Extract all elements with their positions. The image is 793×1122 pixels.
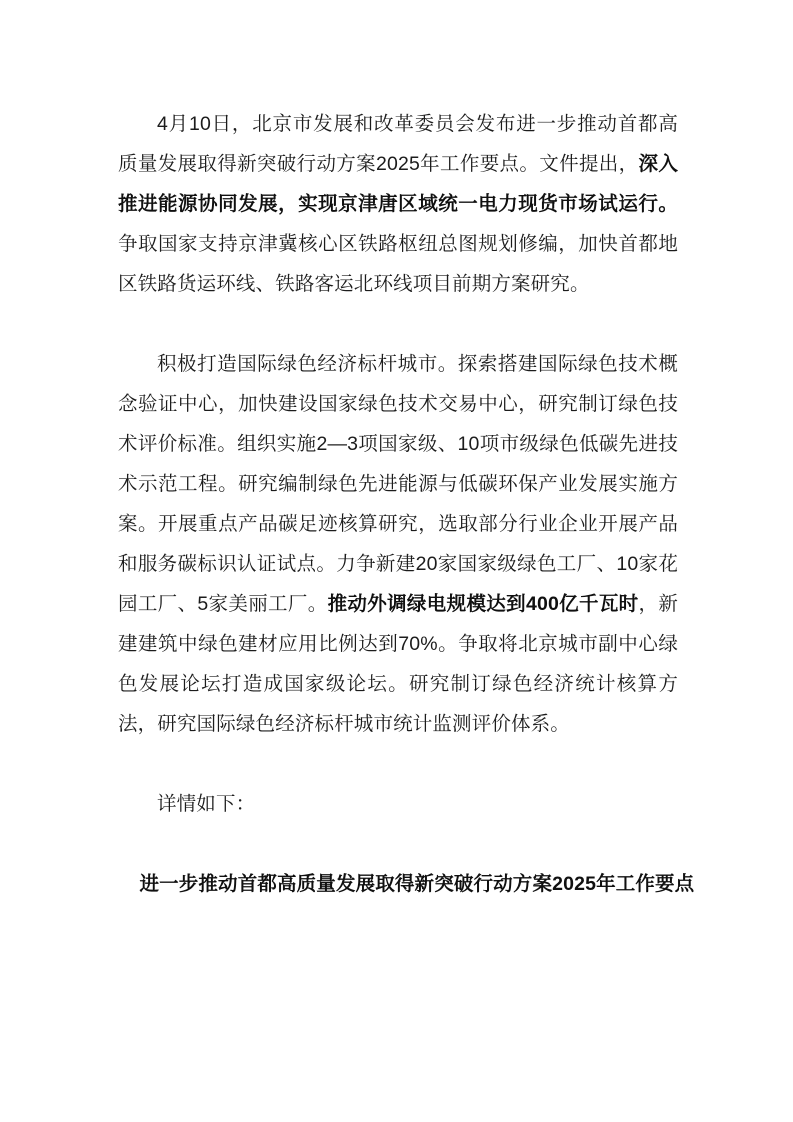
- paragraph-1-run-3: 争取国家支持京津冀核心区铁路枢纽总图规划修编，加快首都地区铁路货运环线、铁路客运北环线项目前期方案研究。: [118, 233, 678, 295]
- lead-in-text: 详情如下：: [157, 793, 256, 815]
- paragraph-2-run-3: ，新建建筑中绿色建材应用比例达到70%。争取将北京城市副中心绿色发展论坛打造成国家级论坛。研究制订绿色经济统计核算方法，研究国际绿色经济标杆城市统计监测评价体系。: [118, 593, 678, 735]
- paragraph-2-run-1: 积极打造国际绿色经济标杆城市。探索搭建国际绿色技术概念验证中心，加快建设国家绿色技术交易中心，研究制订绿色技术评价标准。组织实施2—3项国家级、10项市级绿色低碳先进技术示范工程。研究编制绿色先进能源与低碳环保产业发展实施方案。开展重点产品碳足迹核算研究，选取部分行业企业开展产品和服务碳标识认证试点。力争新建20家国家级绿色工厂、10家花园工厂、5家美丽工厂。: [118, 353, 678, 615]
- paragraph-1-run-1: 4月10日，北京市发展和改革委员会发布进一步推动首都高质量发展取得新突破行动方案2025年工作要点。文件提出，: [118, 113, 678, 175]
- paragraph-1: [118, 104, 678, 304]
- paragraph-2-run-2-bold: 推动外调绿电规模达到400亿千瓦时: [327, 593, 639, 615]
- document-heading: 进一步推动首都高质量发展取得新突破行动方案2025年工作要点: [139, 873, 695, 895]
- paragraph-1-run-2-bold: 深入推进能源协同发展，实现京津唐区域统一电力现货市场试运行。: [118, 153, 678, 215]
- paragraph-2: [118, 344, 678, 744]
- document-body: [118, 104, 695, 904]
